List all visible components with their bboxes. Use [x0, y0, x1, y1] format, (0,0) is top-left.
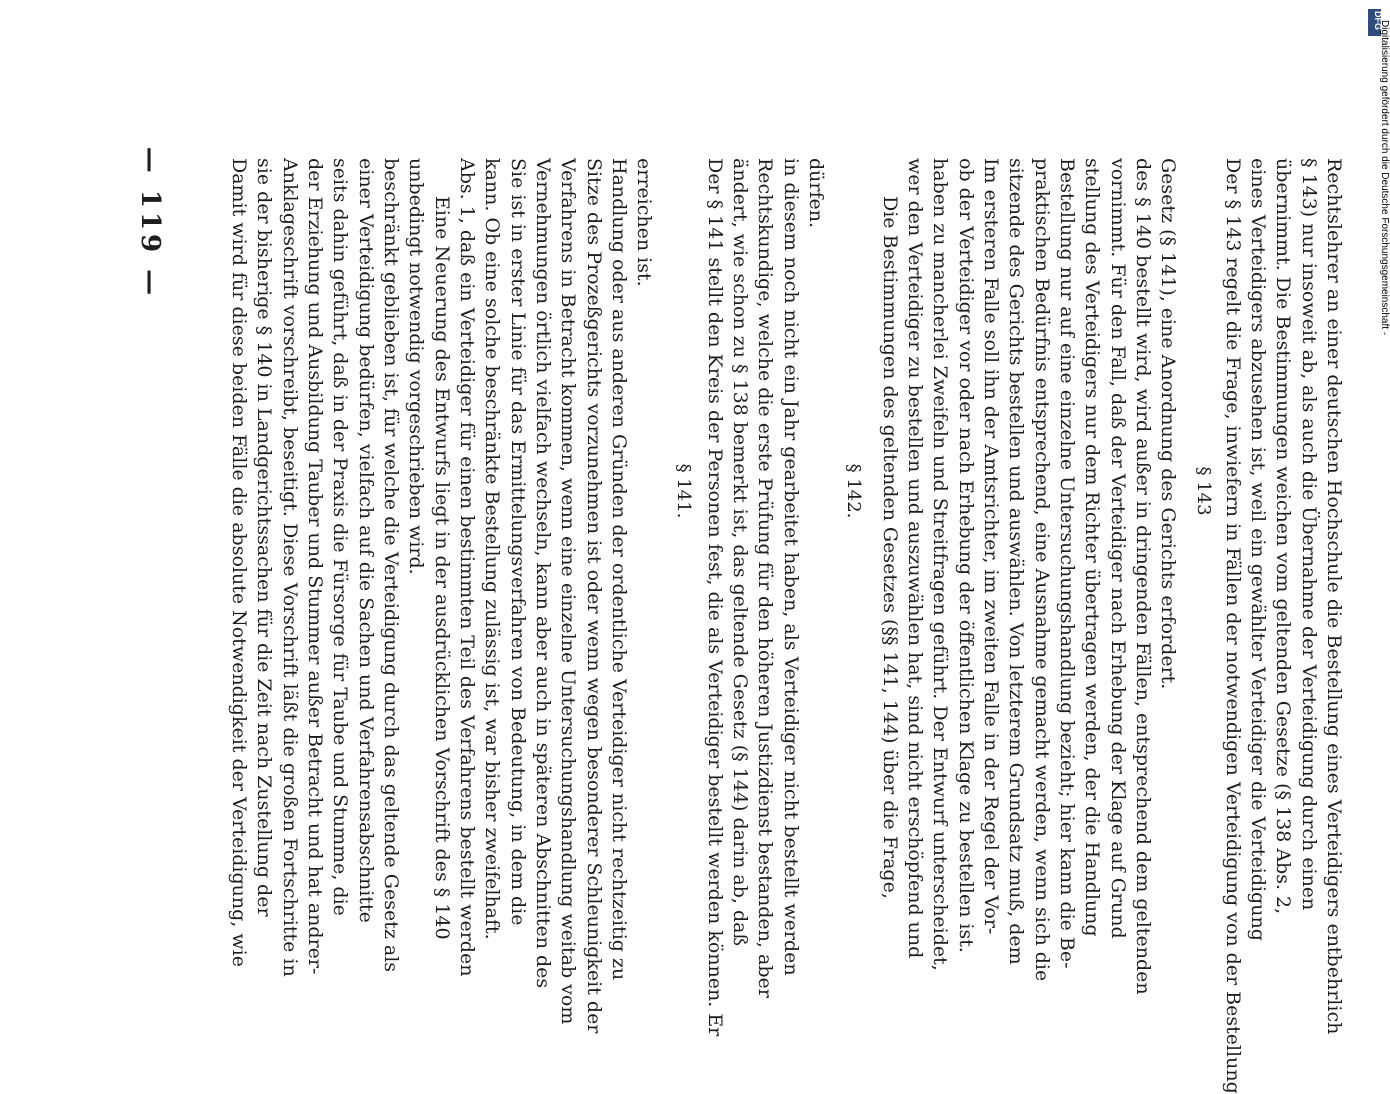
text-line: haben zu mancherlei Zweifeln und Streitfragen geführt. Der Entwurf unterscheidet, [929, 158, 951, 971]
text-line: der Erziehung und Ausbildung Tauber und Stummer außer Betracht und hat andrer- [304, 158, 326, 975]
text-line: § 141. [673, 463, 694, 519]
text-line: übernimmt. Die Bestimmungen weichen vom geltenden Gesetze (§ 138 Abs. 2, [1272, 158, 1294, 915]
text-line: Der § 143 regelt die Frage, inwiefern in Fällen der notwendigen Verteidigung von der Bestellung [1222, 158, 1244, 1094]
text-line: einer Verteidigung bedürfen, vielfach auf die Sachen und Verfahrensabschnitte [355, 158, 377, 923]
text-line: Anklageschrift vorschreibt, beseitigt. Diese Vorschrift läßt die großen Fortschritte in [279, 158, 301, 977]
text-line: Rechtskundige, welche die erste Prüfung für den höheren Justizdienst bestanden, aber [754, 158, 776, 998]
text-line: stellung des Verteidigers nur dem Richter übertragen werden, der die Handlung [1081, 158, 1103, 937]
text-line: des § 140 bestellt wird, wird außer in dringenden Fällen, entsprechend dem geltenden [1132, 158, 1154, 995]
text-line: Handlung oder aus anderen Gründen der ordentliche Verteidiger nicht rechtzeitig zu [608, 158, 630, 981]
digitization-credit: Digitalisierung gefördert durch die Deutsche Forschungsgemeinschaft - [1379, 20, 1390, 336]
text-line: Sie ist in erster Linie für das Ermittelungsverfahren von Bedeutung, in dem die [507, 158, 529, 926]
text-line: Der § 141 stellt den Kreis der Personen fest, die als Verteidiger bestellt werden können. Er [704, 158, 726, 1037]
text-line: Damit wird für diese beiden Fälle die absolute Notwendigkeit der Verteidigung, wie [228, 158, 250, 967]
text-line: vornimmt. Für den Fall, daß der Verteidiger nach Erhebung der Klage auf Grund [1107, 158, 1129, 939]
text-line: Eine Neuerung des Entwurfs liegt in der ausdrücklichen Vorschrift des § 140 [431, 196, 453, 940]
text-line: unbedingt notwendig vorgeschrieben wird. [405, 158, 427, 575]
text-line: sie der bisherige § 140 in Landgerichtssachen für die Zeit nach Zustellung der [253, 158, 275, 917]
text-line: Abs. 1, daß ein Verteidiger für einen bestimmten Teil des Verfahrens bestellt werden [456, 158, 478, 977]
text-line: Die Bestimmungen des geltenden Gesetzes (§§ 141, 144) über die Frage, [879, 196, 901, 899]
text-line: § 142. [843, 463, 864, 519]
text-line: Im ersteren Falle soll ihn der Amtsrichter, im zweiten Falle in der Regel der Vor- [980, 158, 1002, 935]
text-line: Sitze des Prozeßgerichts vorzunehmen ist oder wenn wegen besonderer Schleunigkeit der [583, 158, 605, 1034]
text-line: in diesem noch nicht ein Jahr gearbeitet haben, als Verteidiger nicht bestellt werden [780, 158, 802, 976]
dfg-logo: DFG [1368, 9, 1381, 36]
text-line: Rechtslehrer an einer deutschen Hochschule die Bestellung eines Verteidigers entbehrlich [1323, 158, 1345, 1035]
text-line: wer den Verteidiger zu bestellen und auszuwählen hat, sind nicht erschöpfend und [904, 158, 926, 959]
text-line: Vernehmungen örtlich vielfach wechseln, kann aber auch in späteren Abschnitten des [532, 158, 554, 989]
page-number: — 119 — [135, 146, 165, 300]
text-line: beschränkt geblieben ist, für welche die Verteidigung durch das geltende Gesetz als [380, 158, 402, 973]
text-line: ob der Verteidiger vor oder nach Erhebung der öffentlichen Klage zu bestellen ist. [955, 158, 977, 953]
text-line: sitzende des Gerichts bestellen und auswählen. Von letzterem Grundsatz muß, dem [1005, 158, 1027, 965]
text-line: Verfahrens in Betracht kommen, wenn eine einzelne Untersuchungshandlung weitab vom [557, 158, 579, 1025]
rotated-document-page [75, 146, 1345, 1094]
text-line: praktischen Bedürfnis entsprechend, eine Ausnahme gemacht werden, wenn sich die [1031, 158, 1053, 982]
text-line: kann. Ob eine solche beschränkte Bestellung zulässig ist, war bisher zweifelhaft. [481, 158, 503, 940]
text-line: seits dahin geführt, daß in der Praxis die Fürsorge für Taube und Stumme, die [329, 158, 351, 916]
text-line: ändert, wie schon zu § 138 bemerkt ist, das geltende Gesetz (§ 144) darin ab, daß [729, 158, 751, 947]
text-line: erreichen ist. [633, 158, 655, 287]
text-line: Gesetz (§ 141), eine Anordnung des Gerichts erfordert. [1157, 158, 1179, 690]
text-line: eines Verteidigers abzusehen ist, weil ein gewählter Verteidiger die Verteidigung [1247, 158, 1269, 941]
text-line: dürfen. [805, 158, 827, 229]
text-line: § 143) nur insoweit ab, als auch die Übernahme der Verteidigung durch einen [1298, 158, 1320, 911]
text-line: § 143 [1193, 466, 1214, 516]
text-line: Bestellung nur auf eine einzelne Untersuchungshandlung bezieht; hier kann die Be- [1056, 158, 1078, 969]
